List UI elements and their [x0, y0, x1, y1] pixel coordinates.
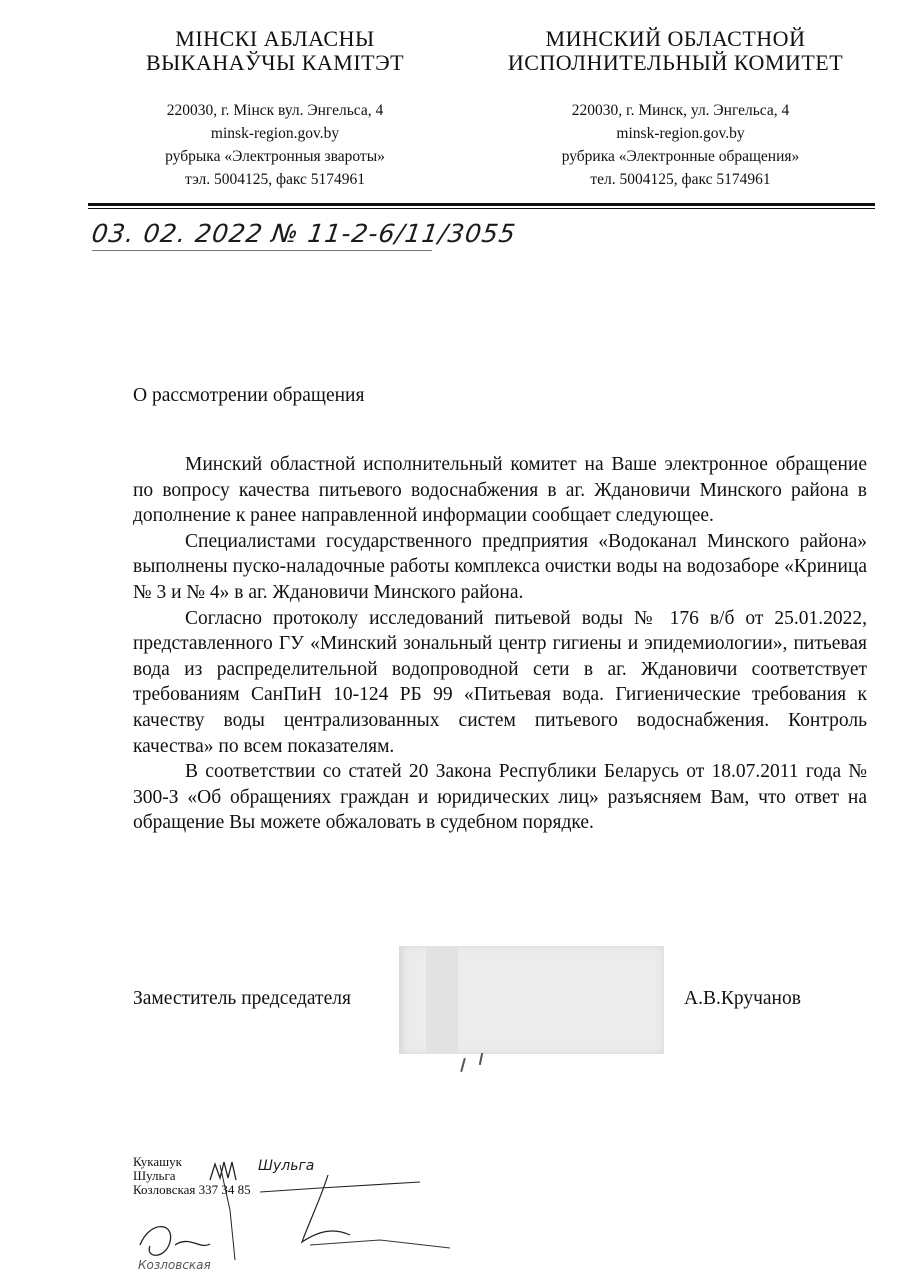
paragraph-2: Специалистами государственного предприятия «Водоканал Минского района» выполнены пуско-наладочные работы комплекса очистки воды на водозаборе «Криница № 3 и № 4» в аг. Ждановичи Минского района.: [133, 530, 867, 603]
signature-tick-mark: [460, 1058, 466, 1072]
registration-handwritten: 03. 02. 2022 № 11-2-6/11/3055: [89, 219, 518, 248]
paragraph-4: В соответствии со статей 20 Закона Республики Беларусь от 18.07.2011 года № 300-З «Об обращениях граждан и юридических лиц» разъясняем Вам, что ответ на обращение Вы можете обжаловать в судебном порядке.: [133, 761, 867, 834]
handwritten-note-1: Шульга: [258, 1158, 315, 1174]
header-left-rubric: рубрыка «Электронныя звароты»: [165, 148, 385, 165]
header-left-contacts: [95, 99, 455, 191]
redacted-signature: [399, 946, 664, 1054]
initials-scribble-2: [140, 1227, 210, 1256]
header-right-address: 220030, г. Минск, ул. Энгельса, 4: [571, 102, 790, 119]
header-left-address: 220030, г. Мінск вул. Энгельса, 4: [166, 102, 384, 119]
header-rule-thin: [88, 208, 875, 209]
header-left-title-line2: ВЫКАНАЎЧЫ КАМІТЭТ: [145, 50, 405, 75]
header-right-title-line2: ИСПОЛНИТЕЛЬНЫЙ КОМИТЕТ: [507, 50, 844, 75]
executor-1: Кукашук: [133, 1154, 182, 1169]
signature-position: Заместитель председателя: [133, 988, 351, 1009]
subject-line: О рассмотрении обращения: [133, 385, 365, 406]
header-left-title: [95, 27, 455, 75]
executor-3: Козловская 337 34 85: [133, 1182, 251, 1197]
executor-2: Шульга: [133, 1168, 176, 1183]
paragraph-1: Минский областной исполнительный комитет на Ваше электронное обращение по вопросу качества питьевого водоснабжения в аг. Ждановичи Минского района в дополнение к ранее направленной информации сообщает следующее.: [133, 454, 867, 527]
letter-body: [133, 452, 867, 836]
signature-stroke-base: [310, 1240, 450, 1248]
signature-stroke-loop: [302, 1175, 350, 1242]
header-right-website: minsk-region.gov.by: [616, 125, 745, 142]
header-left-title-line1: МІНСКІ АБЛАСНЫ: [175, 26, 375, 51]
header-left-website: minsk-region.gov.by: [210, 125, 340, 142]
header-rule-thick: [88, 203, 875, 206]
header-left-phone: тэл. 5004125, факс 5174961: [184, 171, 366, 188]
signature-tick-mark-2: [479, 1053, 483, 1065]
registration-underline: [92, 250, 432, 251]
signature-stroke-long: [260, 1182, 420, 1192]
signature-name: А.В.Кручанов: [684, 988, 801, 1009]
header-right-rubric: рубрика «Электронные обращения»: [561, 148, 800, 165]
handwritten-note-2: Козловская: [138, 1258, 211, 1272]
header-right-title-line1: МИНСКИЙ ОБЛАСТНОЙ: [545, 26, 806, 51]
header-right-title: [478, 27, 873, 75]
header-right-phone: тел. 5004125, факс 5174961: [590, 171, 771, 188]
header-right-contacts: [498, 99, 863, 191]
signature-stroke-vertical: [220, 1165, 235, 1260]
paragraph-3: Согласно протоколу исследований питьевой воды № 176 в/б от 25.01.2022, представленного ГУ «Минский зональный центр гигиены и эпидемиологии», питьевая вода из распределительной водопроводной сети в аг. Ждановичи соответствует требованиям СанПиН 10-124 РБ 99 «Питьевая вода. Гигиенические требования к качеству воды централизованных систем питьевого водоснабжения. Контроль качества» по всем показателям.: [133, 607, 867, 757]
